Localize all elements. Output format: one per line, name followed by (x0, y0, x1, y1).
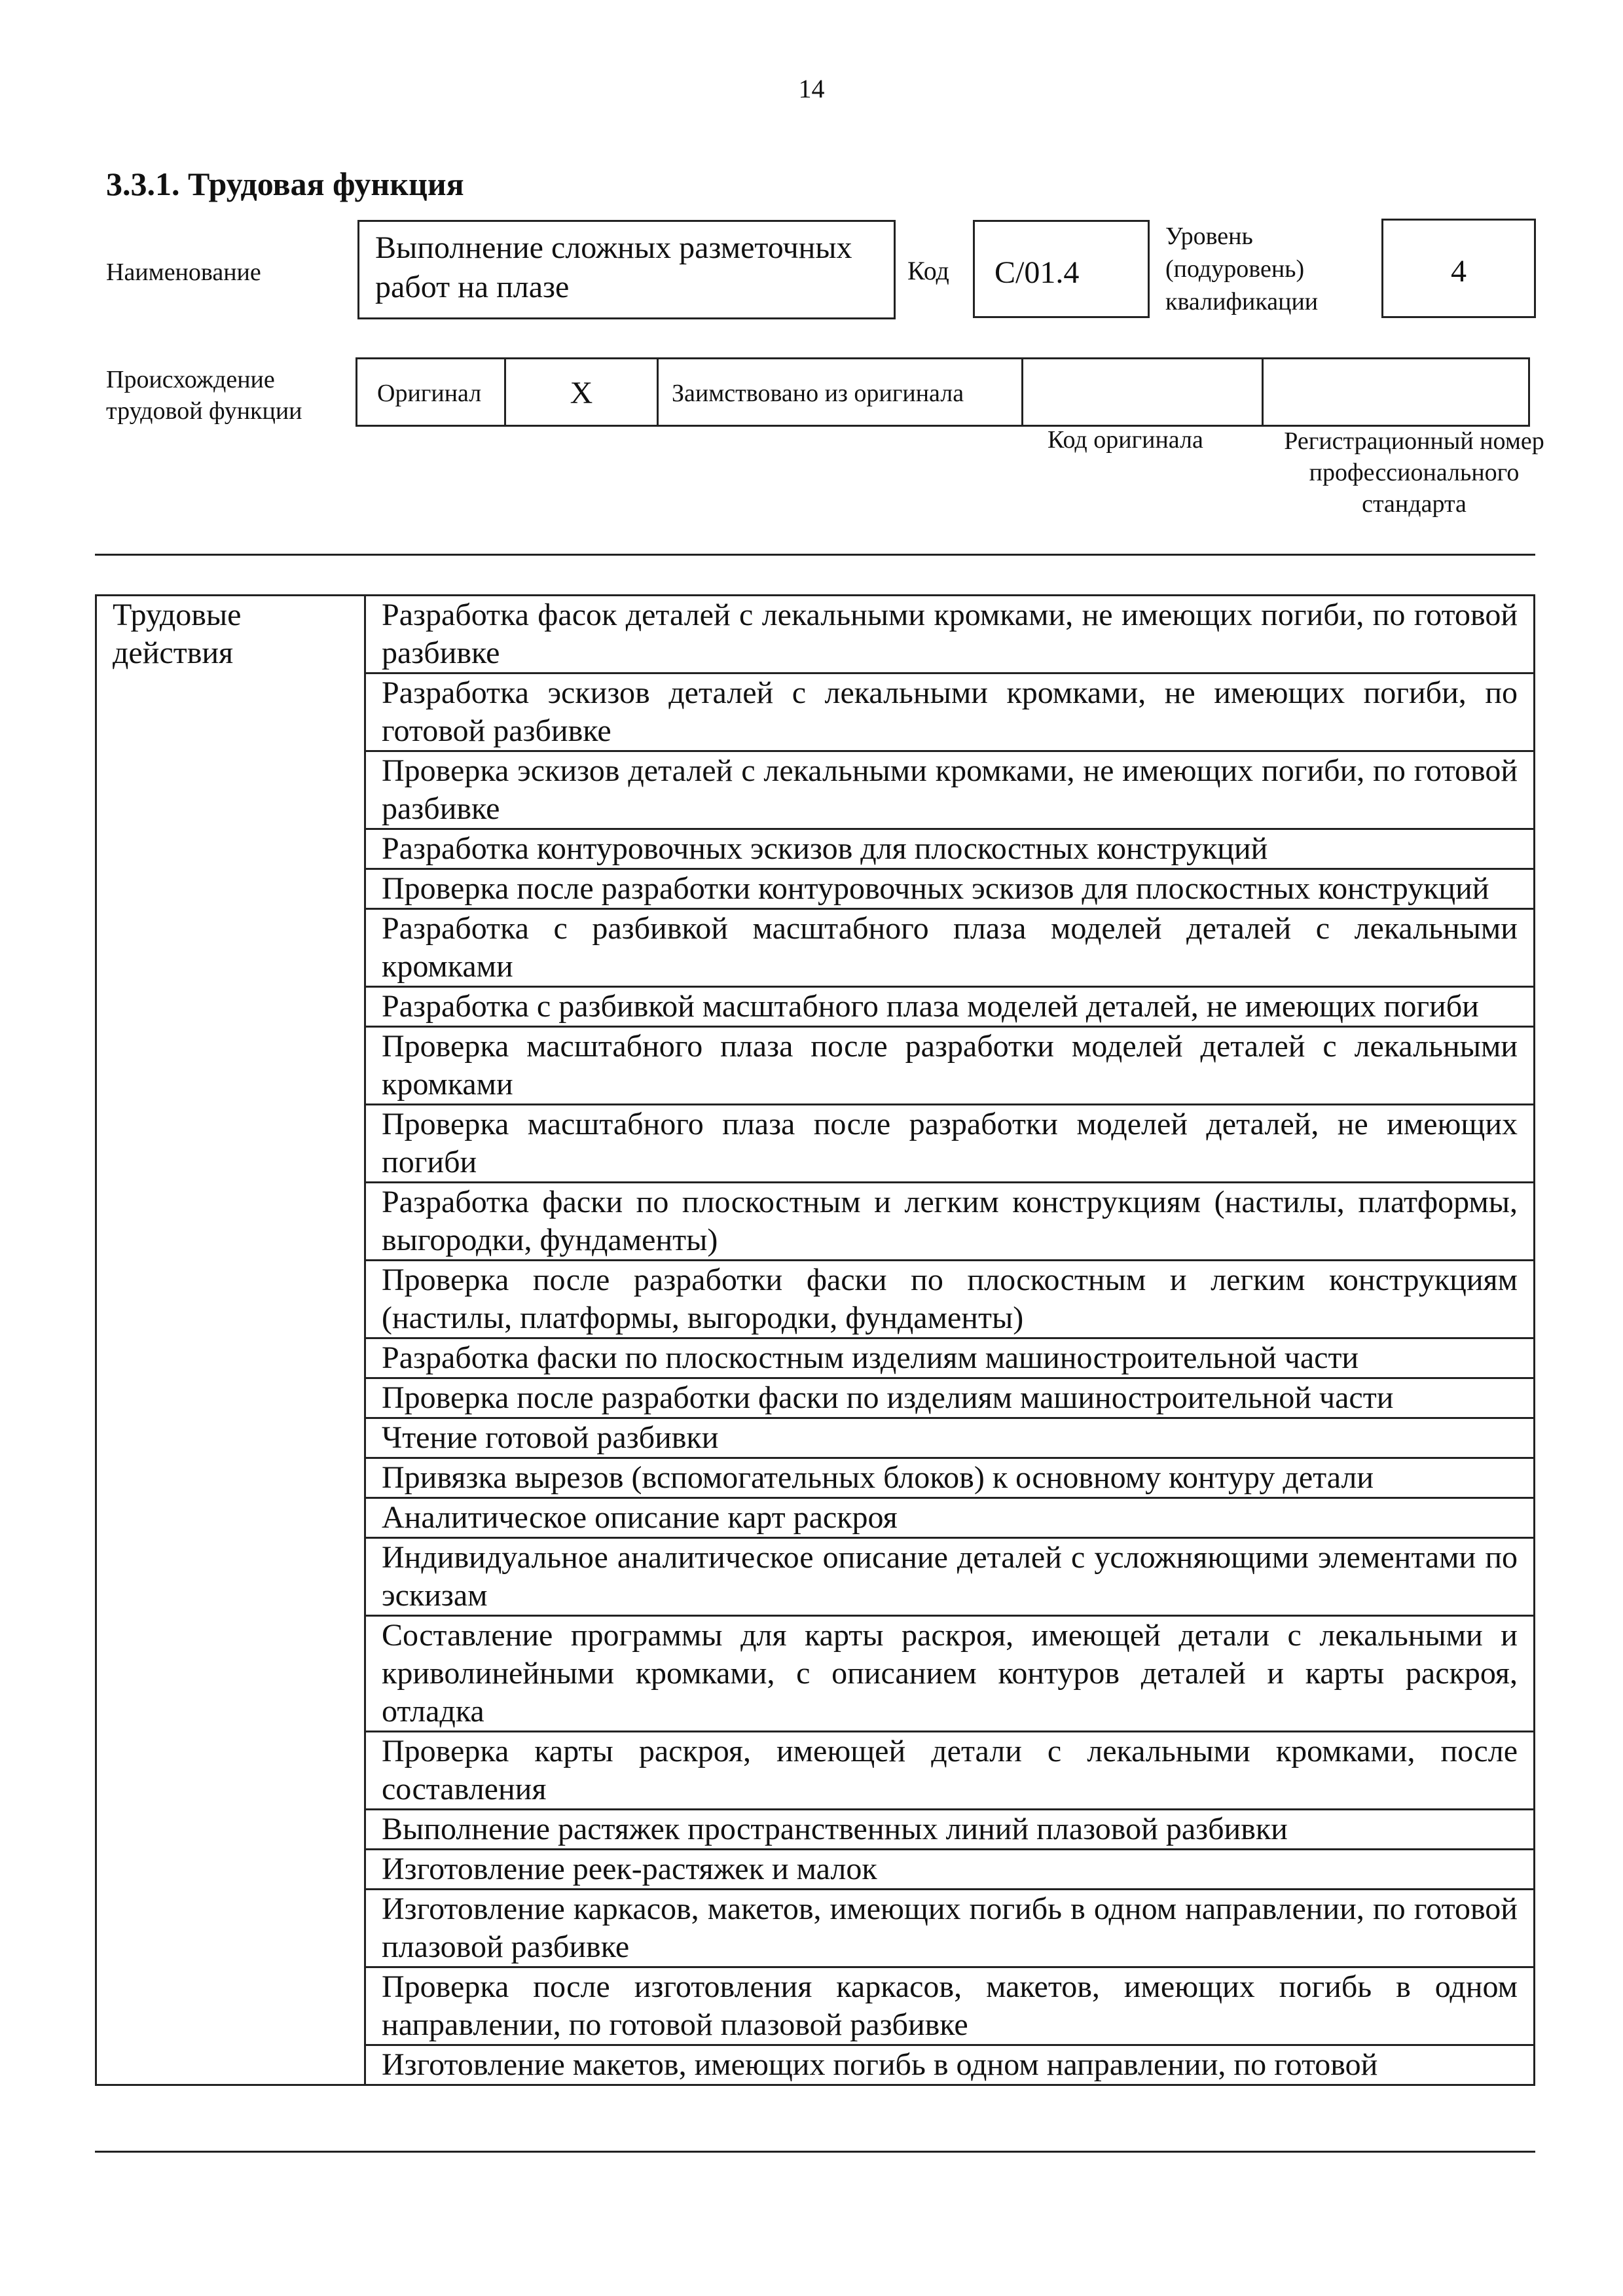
level-label (1165, 220, 1318, 318)
origin-original-cell: Оригинал (356, 357, 506, 427)
action-cell: Индивидуальное аналитическое описание деталей с усложняющими элементами по эскизам (365, 1538, 1535, 1616)
action-cell: Чтение готовой разбивки (365, 1418, 1535, 1458)
origin-label-line: трудовой функции (106, 397, 302, 425)
action-cell: Проверка после разработки фаски по изделиям машиностроительной части (365, 1378, 1535, 1418)
page-bottom-margin (0, 2153, 1623, 2296)
action-cell: Проверка масштабного плаза после разработки моделей деталей, не имеющих погиби (365, 1105, 1535, 1183)
actions-header-line: Трудовые (113, 598, 242, 632)
action-cell: Изготовление макетов, имеющих погибь в одном направлении, по готовой (365, 2045, 1535, 2085)
origin-mark-cell: X (504, 357, 659, 427)
table-row (96, 596, 1535, 673)
action-cell: Проверка после изготовления каркасов, макетов, имеющих погибь в одном направлении, по готовой плазовой разбивке (365, 1967, 1535, 2045)
level-value-box: 4 (1381, 219, 1536, 318)
code-label: Код (907, 256, 949, 285)
action-cell: Выполнение растяжек пространственных линий плазовой разбивки (365, 1810, 1535, 1850)
reg-number-caption: Регистрационный номер профессионального стандарта (1284, 427, 1544, 518)
original-code-cell (1021, 357, 1264, 427)
action-cell: Изготовление каркасов, макетов, имеющих погибь в одном направлении, по готовой плазовой разбивке (365, 1890, 1535, 1967)
origin-borrowed-cell: Заимствовано из оригинала (657, 357, 1023, 427)
level-label-line: квалификации (1165, 288, 1319, 315)
action-cell: Проверка карты раскроя, имеющей детали с лекальными кромками, после составления (365, 1732, 1535, 1810)
code-value-box: C/01.4 (973, 220, 1150, 318)
level-label-line: (подуровень) (1165, 255, 1305, 283)
divider (95, 554, 1535, 556)
action-cell: Проверка после разработки контуровочных эскизов для плоскостных конструкций (365, 869, 1535, 909)
section-title: 3.3.1. Трудовая функция (106, 166, 464, 202)
action-cell: Составление программы для карты раскроя, имеющей детали с лекальными и криволинейными кромками, с описанием контуров деталей и карты раскроя, отладка (365, 1616, 1535, 1732)
action-cell: Проверка эскизов деталей с лекальными кромками, не имеющих погиби, по готовой разбивке (365, 751, 1535, 829)
origin-label (106, 364, 302, 427)
action-cell: Разработка фаски по плоскостным изделиям машиностроительной части (365, 1338, 1535, 1378)
action-cell: Разработка контуровочных эскизов для плоскостных конструкций (365, 829, 1535, 869)
actions-table (95, 594, 1535, 2086)
action-cell: Проверка масштабного плаза после разработки моделей деталей с лекальными кромками (365, 1027, 1535, 1105)
action-cell: Привязка вырезов (вспомогательных блоков) к основному контуру детали (365, 1458, 1535, 1498)
actions-header-line: действия (113, 636, 234, 670)
action-cell: Изготовление реек-растяжек и малок (365, 1850, 1535, 1890)
action-cell: Разработка с разбивкой масштабного плаза моделей деталей, не имеющих погиби (365, 987, 1535, 1027)
actions-header-cell (96, 596, 365, 2085)
page-number: 14 (798, 74, 825, 103)
action-cell: Разработка эскизов деталей с лекальными кромками, не имеющих погиби, по готовой разбивке (365, 673, 1535, 751)
action-cell: Разработка фасок деталей с лекальными кромками, не имеющих погиби, по готовой разбивке (365, 596, 1535, 673)
origin-row (357, 357, 1536, 427)
action-cell: Аналитическое описание карт раскроя (365, 1498, 1535, 1538)
reg-number-cell (1262, 357, 1530, 427)
origin-label-line: Происхождение (106, 366, 275, 393)
action-cell: Разработка с разбивкой масштабного плаза моделей деталей с лекальными кромками (365, 909, 1535, 987)
level-label-line: Уровень (1165, 223, 1253, 250)
action-cell: Проверка после разработки фаски по плоскостным и легким конструкциям (настилы, платформы, выгородки, фундаменты) (365, 1261, 1535, 1338)
action-cell: Разработка фаски по плоскостным и легким конструкциям (настилы, платформы, выгородки, фундаменты) (365, 1183, 1535, 1261)
function-name-box: Выполнение сложных разметочных работ на плазе (357, 220, 896, 319)
original-code-caption: Код оригинала (1048, 426, 1203, 454)
name-label: Наименование (106, 259, 261, 286)
